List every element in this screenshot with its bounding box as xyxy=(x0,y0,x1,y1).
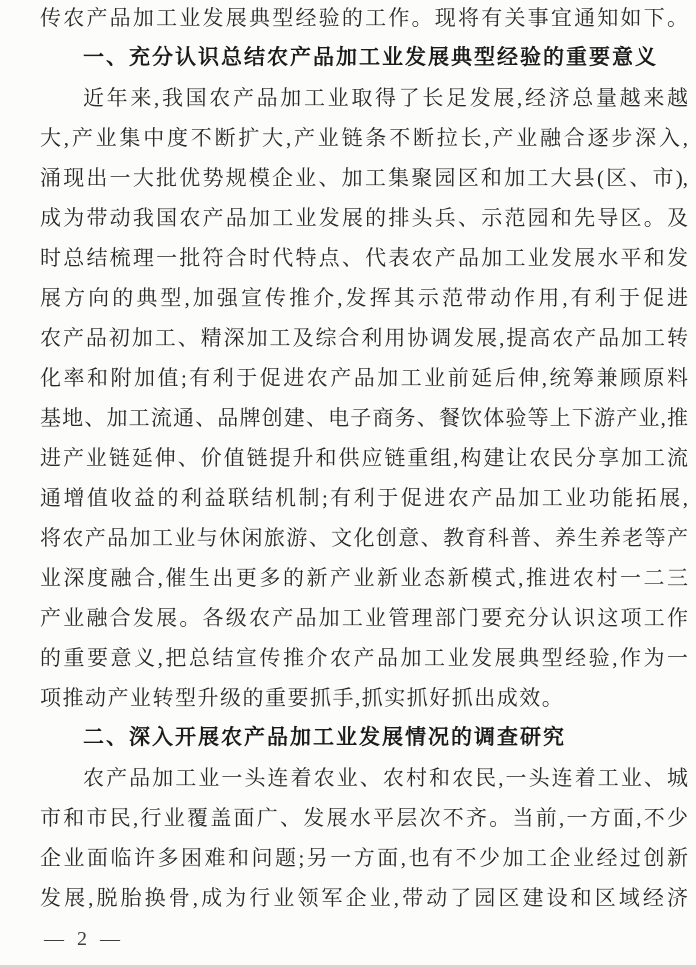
text-line: 近年来,我国农产品加工业取得了长足发展,经济总量越来越 xyxy=(83,86,688,110)
text-line: 通增值收益的利益联结机制;有利于促进农产品加工业功能拓展, xyxy=(40,486,688,510)
text-line: 农产品初加工、精深加工及综合利用协调发展,提高农产品加工转 xyxy=(40,326,688,350)
text-line: 企业面临许多困难和问题;另一方面,也有不少加工企业经过创新 xyxy=(40,846,688,870)
section-heading: 一、充分认识总结农产品加工业发展典型经验的重要意义 xyxy=(83,46,658,69)
text-line: 传农产品加工业发展典型经验的工作。现将有关事宜通知如下。 xyxy=(40,6,688,30)
text-line: 大,产业集中度不断扩大,产业链条不断拉长,产业融合逐步深入, xyxy=(40,126,688,150)
text-line: 农产品加工业一头连着农业、农村和农民,一头连着工业、城 xyxy=(83,766,688,790)
text-line: 化率和附加值;有利于促进农产品加工业前延后伸,统筹兼顾原料 xyxy=(40,366,688,390)
text-line: 市和市民,行业覆盖面广、发展水平层次不齐。当前,一方面,不少 xyxy=(40,806,688,830)
text-line: 将农产品加工业与休闲旅游、文化创意、教育科普、养生养老等产 xyxy=(40,526,688,550)
text-line: 进产业链延伸、价值链提升和供应链重组,构建让农民分享加工流 xyxy=(40,446,688,470)
text-line: 项推动产业转型升级的重要抓手,抓实抓好抓出成效。 xyxy=(40,686,565,710)
text-line: 业深度融合,催生出更多的新产业新业态新模式,推进农村一二三 xyxy=(40,566,688,590)
text-line: 产业融合发展。各级农产品加工业管理部门要充分认识这项工作 xyxy=(40,606,688,630)
text-line: 成为带动我国农产品加工业发展的排头兵、示范园和先导区。及 xyxy=(40,206,688,230)
section-heading: 二、深入开展农产品加工业发展情况的调查研究 xyxy=(83,726,566,749)
page-number: — 2 — xyxy=(44,928,124,950)
text-line: 发展,脱胎换骨,成为行业领军企业,带动了园区建设和区域经济 xyxy=(40,886,688,910)
document-body xyxy=(40,0,688,918)
text-line: 时总结梳理一批符合时代特点、代表农产品加工业发展水平和发 xyxy=(40,246,688,270)
text-line: 基地、加工流通、品牌创建、电子商务、餐饮体验等上下游产业,推 xyxy=(40,406,688,430)
text-line: 涌现出一大批优势规模企业、加工集聚园区和加工大县(区、市), xyxy=(40,166,688,190)
text-line: 的重要意义,把总结宣传推介农产品加工业发展典型经验,作为一 xyxy=(40,646,688,670)
text-line: 展方向的典型,加强宣传推介,发挥其示范带动作用,有利于促进 xyxy=(40,286,688,310)
